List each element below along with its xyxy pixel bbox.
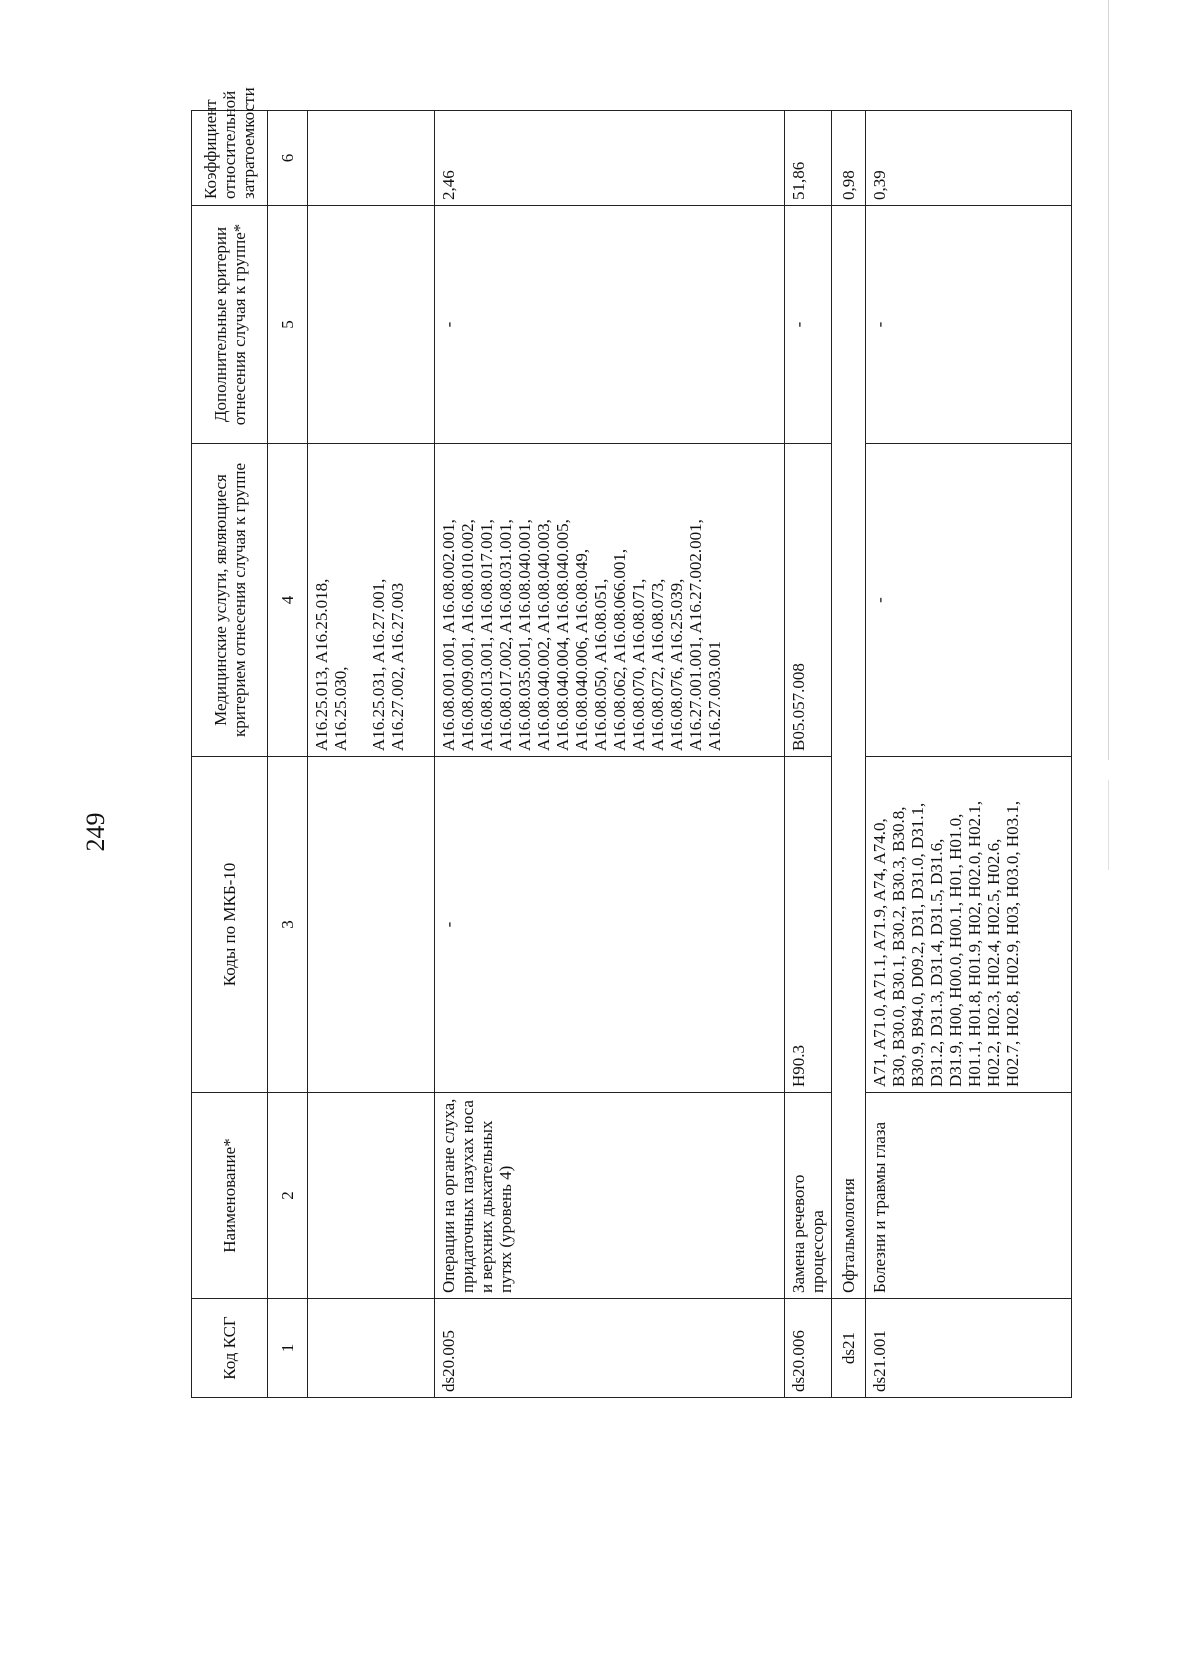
cell-code: ds20.006 xyxy=(785,1299,832,1398)
cell-criteria: - xyxy=(866,206,1072,444)
cell-criteria: - xyxy=(785,206,832,444)
table-row xyxy=(308,111,435,1398)
scan-edge-line xyxy=(1108,0,1109,760)
cell-mkb xyxy=(308,757,435,1093)
cell-coef xyxy=(308,111,435,206)
cell-services: B05.057.008 xyxy=(785,444,832,757)
ksg-table xyxy=(191,87,1072,1398)
cell-name: Операции на органе слуха, придаточных пазухах носа и верхних дыхательных путях (уровень 4) xyxy=(435,1093,785,1299)
header-services: Медицинские услуги, являющиеся критерием отнесения случая к группе xyxy=(192,444,268,757)
cell-coef: 2,46 xyxy=(435,111,785,206)
cell-coef: 0,39 xyxy=(866,111,1072,206)
table-row xyxy=(866,111,1072,1398)
column-number: 6 xyxy=(268,111,308,206)
cell-code xyxy=(308,1299,435,1398)
cell-name xyxy=(308,1093,435,1299)
column-number: 1 xyxy=(268,1299,308,1398)
table-row xyxy=(435,111,785,1398)
cell-mkb: H90.3 xyxy=(785,757,832,1093)
cell-code: ds20.005 xyxy=(435,1299,785,1398)
cell-coef: 51,86 xyxy=(785,111,832,206)
cell-mkb: - xyxy=(435,757,785,1093)
header-code: Код КСГ xyxy=(192,1299,268,1398)
cell-criteria: - xyxy=(435,206,785,444)
table-row xyxy=(785,111,832,1398)
cell-criteria xyxy=(308,206,435,444)
column-number: 5 xyxy=(268,206,308,444)
column-number: 2 xyxy=(268,1093,308,1299)
cell-name: Болезни и травмы глаза xyxy=(866,1093,1072,1299)
header-criteria: Дополнительные критерии отнесения случая к группе* xyxy=(192,206,268,444)
header-mkb: Коды по МКБ-10 xyxy=(192,757,268,1093)
cell-code: ds21.001 xyxy=(866,1299,1072,1398)
cell-name: Замена речевого процессора xyxy=(785,1093,832,1299)
header-name: Наименование* xyxy=(192,1093,268,1299)
cell-mkb: A71, A71.0, A71.1, A71.9, A74, A74.0, B30, B30.0, B30.1, B30.2, B30.3, B30.8, B30.9, B94.0, D09.2, D31, D31.0, D31.1, D31.2, D31.3, D31.4, D31.5, D31.6, D31.9, H00, H00.0, H00.1, H01, H01.0, H01.1, H01.8, H01.9, H02, H02.0, H02.1, H02.2, H02.3, H02.4, H02.5, H02.6, H02.7, H02.8, H02.9, H03, H03.0, H03.1, xyxy=(866,757,1072,1093)
header-coef: Коэффициент относительной затратоемкости xyxy=(192,111,268,206)
scan-edge-line-lower xyxy=(1108,780,1109,870)
cell-services: A16.08.001.001, A16.08.002.001, A16.08.009.001, A16.08.010.002, A16.08.013.001, A16.08.017.001, A16.08.017.002, A16.08.031.001, A16.08.035.001, A16.08.040.001, A16.08.040.002, A16.08.040.003, A16.08.040.004, A16.08.040.005, A16.08.040.006, A16.08.049, A16.08.050, A16.08.051, A16.08.062, A16.08.066.001, A16.08.070, A16.08.071, A16.08.072, A16.08.073, A16.08.076, A16.25.039, A16.27.001.001, A16.27.002.001, A16.27.003.001 xyxy=(435,444,785,757)
page-number: 249 xyxy=(81,812,110,852)
column-number-row xyxy=(268,111,308,1398)
cell-services: A16.25.013, A16.25.018, A16.25.030, A16.25.031, A16.27.001, A16.27.002, A16.27.003 xyxy=(308,444,435,757)
column-number: 3 xyxy=(268,757,308,1093)
header-row xyxy=(192,111,268,1398)
section-name: Офтальмология xyxy=(832,206,866,1299)
column-number: 4 xyxy=(268,444,308,757)
rotated-table-container xyxy=(191,87,1072,1398)
section-coef: 0,98 xyxy=(832,111,866,206)
section-row xyxy=(832,111,866,1398)
section-code: ds21 xyxy=(832,1299,866,1398)
cell-services: - xyxy=(866,444,1072,757)
